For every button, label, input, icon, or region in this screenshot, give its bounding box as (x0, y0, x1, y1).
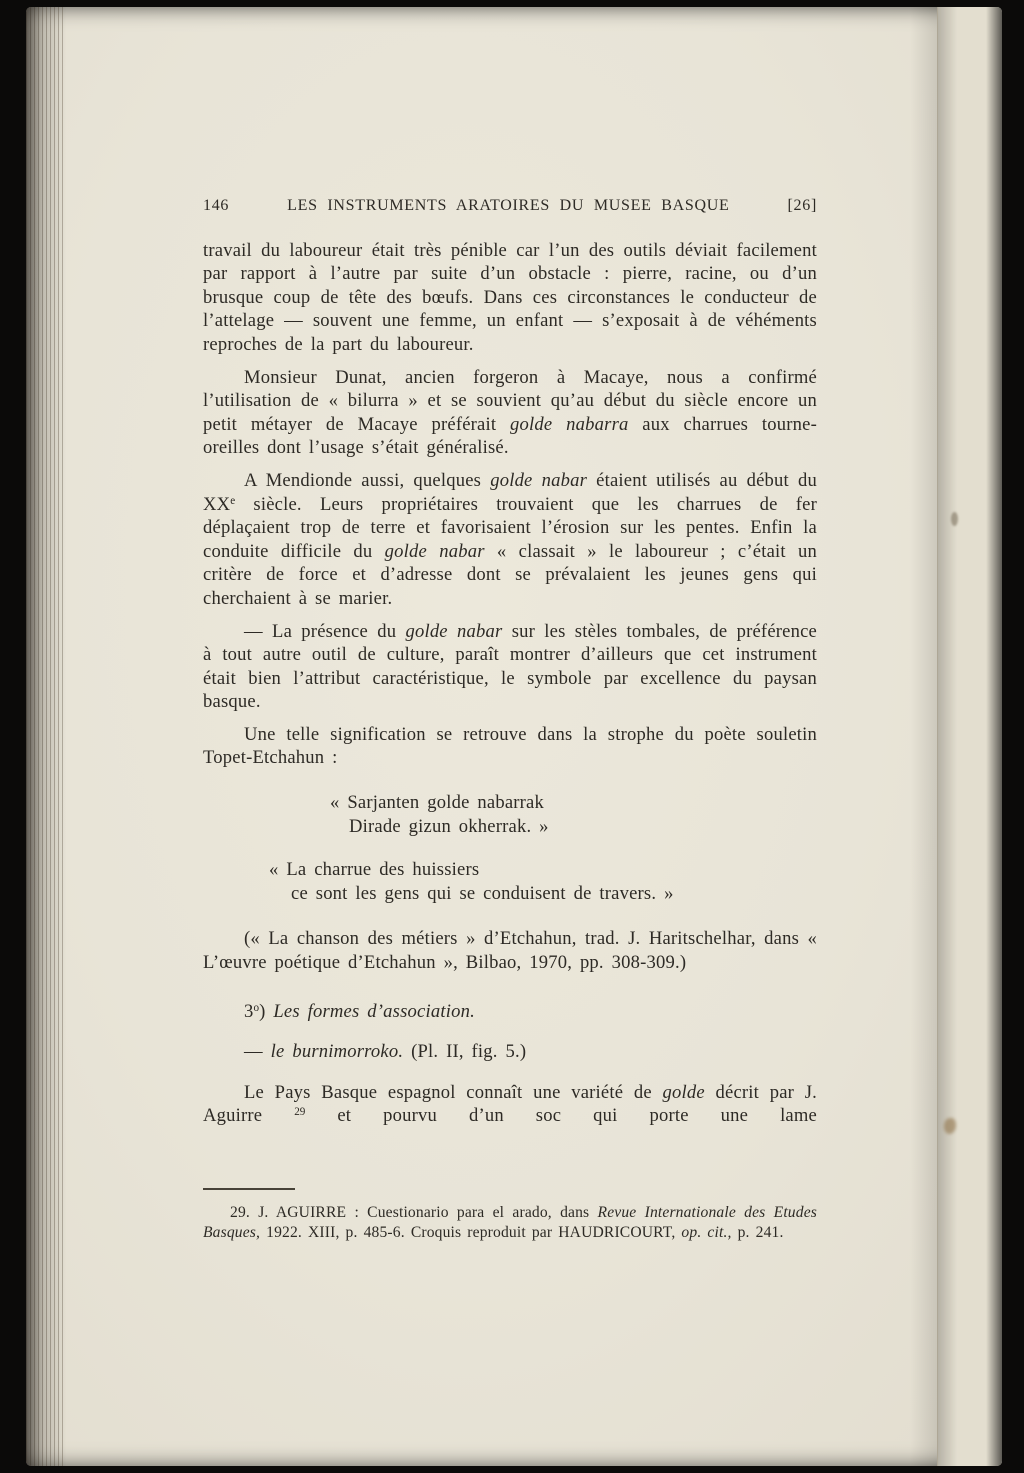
stain (951, 512, 958, 526)
footnote-rule (203, 1188, 295, 1190)
verse-basque-line2: Dirade gizun okherrak. » (349, 815, 549, 837)
page-number: 146 (203, 197, 230, 214)
paragraph-continuation: travail du laboureur était très pénible car l’un des outils déviait facilement par rapport à l’autre par suite d’un obstacle : pierre, racine, ou d’un brusque coup de tête des bœufs. Dans ces circonstances le conducteur de l’attelage — souvent une femme, un enfant — s’exposait à de véhéments reproches de la part du laboureur. (203, 239, 817, 355)
verse-basque-line1: « Sarjanten golde nabarrak (330, 792, 545, 814)
paragraph-signification: Une telle signification se retrouve dans la strophe du poète souletin Topet-Etchahun : (203, 723, 817, 769)
section-item-burnimorroko: — le burnimorroko. (Pl. II, fig. 5.) (244, 1041, 527, 1063)
page-edge-stack (26, 7, 66, 1466)
page-header (203, 194, 817, 218)
verse-french-line2: ce sont les gens qui se conduisent de travers. » (291, 882, 674, 904)
section-heading: 3$^o$) Les formes d’association. (244, 1000, 475, 1022)
verse-french-line1: « La charrue des huissiers (269, 859, 480, 881)
paragraph-dunat: Monsieur Dunat, ancien forgeron à Macaye, nous a confirmé l’utilisation de « bilurra » et se souvient qu’au début du siècle encore un petit métayer de Macaye préférait golde nabarra aux charrues tourne-oreilles dont l’usage s’était généralisé. (203, 366, 818, 459)
adjacent-page-edge (937, 7, 1002, 1466)
paragraph-citation: (« La chanson des métiers » d’Etchahun, trad. J. Haritschelhar, dans « L’œuvre poétique d’Etchahun », Bilbao, 1970, pp. 308-309.) (203, 928, 817, 974)
paragraph-presence: — La présence du golde nabar sur les stèles tombales, de préférence à tout autre outil de culture, paraît montrer d’ailleurs que cet instrument était bien l’attribut caractéristique, le symbole par excellence du paysan basque. (203, 620, 818, 713)
issue-number: [26] (787, 197, 817, 214)
running-title: LES INSTRUMENTS ARATOIRES DU MUSEE BASQUE (287, 197, 730, 214)
verse-basque (203, 791, 817, 838)
paragraph-pays-basque: Le Pays Basque espagnol connaît une variété de golde décrit par J. Aguirre $^{29}$ et pourvu d’un soc qui porte une lame (203, 1081, 817, 1127)
page-fold-shadow (910, 7, 938, 1466)
footnote-block (203, 1188, 817, 1243)
footnote-text: 29. J. AGUIRRE : Cuestionario para el arado, dans Revue Internationale des Etudes Basques, 1922. XIII, p. 485-6. Croquis reproduit par HAUDRICOURT, op. cit., p. 241. (203, 1204, 817, 1241)
text-block (203, 194, 817, 1128)
verse-french (203, 858, 817, 905)
paragraph-mendionde: A Mendionde aussi, quelques golde nabar étaient utilisés au début du XXe siècle. Leurs propriétaires trouvaient que les charrues de fer déplaçaient trop de terre et favorisaient l’érosion sur les pentes. Enfin la conduite difficile du golde nabar « classait » le laboureur ; c’était un critère de force et d’adresse dont se prévalaient les jeunes gens qui cherchaient à se marier. (203, 469, 817, 609)
